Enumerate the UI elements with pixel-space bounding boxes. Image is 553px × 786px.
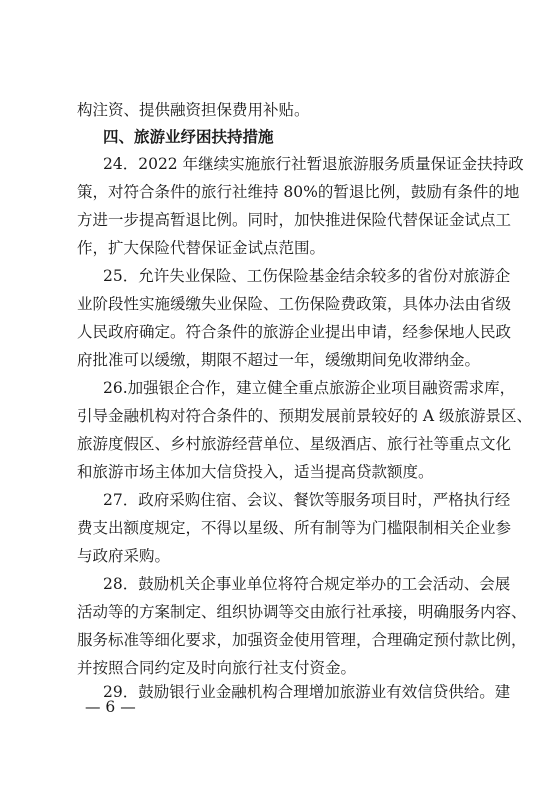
paragraph-line: 和旅游市场主体加大信贷投入，适当提高贷款额度。 (77, 463, 434, 481)
paragraph-line: 业阶段性实施缓缴失业保险、工伤保险费政策，具体办法由省级 (77, 295, 512, 313)
paragraph-line: 活动等的方案制定、组织协调等交由旅行社承接，明确服务内容、 (77, 603, 527, 621)
paragraph-line: 引导金融机构对符合条件的、预期发展前景较好的 A 级旅游景区、 (77, 407, 533, 425)
paragraph-first-line: 29．鼓励银行业金融机构合理增加旅游业有效信贷供给。建 (103, 683, 511, 701)
paragraph-line: 构注资、提供融资担保费用补贴。 (77, 101, 310, 119)
paragraph-line: 与政府采购。 (77, 547, 171, 565)
paragraph-line: 策，对符合条件的旅行社维持 80%的暂退比例，鼓励有条件的地 (77, 183, 520, 201)
paragraph-first-line: 25．允许失业保险、工伤保险基金结余较多的省份对旅游企 (103, 267, 511, 285)
paragraph-line: 并按照合同约定及时向旅行社支付资金。 (77, 659, 357, 677)
paragraph-first-line: 28．鼓励机关企事业单位将符合规定举办的工会活动、会展 (103, 575, 511, 593)
paragraph-line: 作，扩大保险代替保证金试点范围。 (77, 239, 326, 257)
paragraph-first-line: 27．政府采购住宿、会议、餐饮等服务项目时，严格执行经 (103, 491, 511, 509)
paragraph-line: 府批准可以缓缴，期限不超过一年，缓缴期间免收滞纳金。 (77, 351, 481, 369)
section-heading: 四、旅游业纾困扶持措施 (103, 128, 274, 146)
page-number: — 6 — (85, 698, 136, 716)
paragraph-line: 人民政府确定。符合条件的旅游企业提出申请，经参保地人民政 (77, 323, 512, 341)
paragraph-line: 服务标准等细化要求，加强资金使用管理，合理确定预付款比例， (77, 631, 527, 649)
paragraph-line: 方进一步提高暂退比例。同时，加快推进保险代替保证金试点工 (77, 211, 512, 229)
paragraph-line: 旅游度假区、乡村旅游经营单位、星级酒店、旅行社等重点文化 (77, 435, 512, 453)
paragraph-first-line: 26.加强银企合作，建立健全重点旅游企业项目融资需求库， (103, 379, 516, 397)
paragraph-first-line: 24．2022 年继续实施旅行社暂退旅游服务质量保证金扶持政 (103, 155, 524, 173)
paragraph-line: 费支出额度规定，不得以星级、所有制等为门槛限制相关企业参 (77, 519, 512, 537)
